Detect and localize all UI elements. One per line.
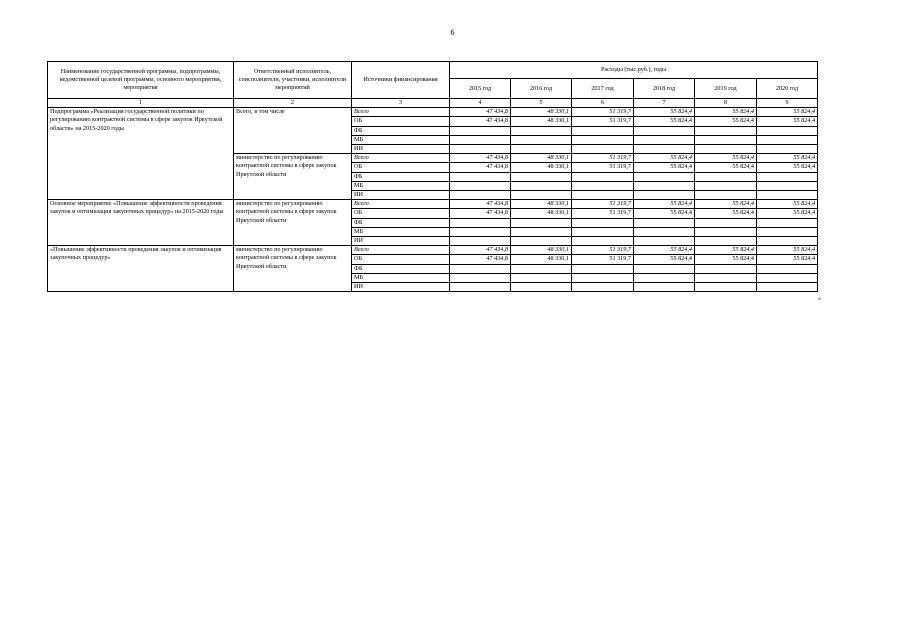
- executor-cell: министерство по регулированию контрактной системы в сфере закупок Иркутской области: [234, 154, 352, 200]
- amount-cell: 55 824,4: [695, 209, 757, 218]
- amount-cell: [634, 273, 695, 282]
- amount-cell: [450, 283, 511, 292]
- amount-cell: [757, 172, 818, 181]
- amount-cell: 55 824,4: [757, 108, 818, 117]
- amount-cell: 55 824,4: [695, 246, 757, 255]
- amount-cell: [450, 145, 511, 154]
- amount-cell: [695, 218, 757, 227]
- amount-cell: 55 824,4: [634, 200, 695, 209]
- amount-cell: [757, 218, 818, 227]
- amount-cell: [511, 181, 572, 190]
- column-number: 9: [757, 99, 818, 108]
- header-year: 2015 год: [450, 79, 511, 99]
- amount-cell: [634, 145, 695, 154]
- amount-cell: [450, 135, 511, 144]
- amount-cell: [757, 126, 818, 135]
- amount-cell: [511, 264, 572, 273]
- amount-cell: [511, 135, 572, 144]
- amount-cell: [572, 126, 634, 135]
- amount-cell: 48 330,1: [511, 154, 572, 163]
- amount-cell: [695, 135, 757, 144]
- source-cell: ОБ: [352, 163, 450, 172]
- amount-cell: [450, 191, 511, 200]
- amount-cell: 55 824,4: [634, 117, 695, 126]
- amount-cell: 55 824,4: [634, 255, 695, 264]
- amount-cell: 51 319,7: [572, 255, 634, 264]
- amount-cell: 55 824,4: [634, 246, 695, 255]
- amount-cell: [695, 191, 757, 200]
- header-year: 2017 год: [572, 79, 634, 99]
- amount-cell: 47 434,8: [450, 154, 511, 163]
- amount-cell: [450, 172, 511, 181]
- amount-cell: [511, 227, 572, 236]
- amount-cell: [757, 237, 818, 246]
- amount-cell: [511, 145, 572, 154]
- amount-cell: 48 330,1: [511, 209, 572, 218]
- amount-cell: [450, 218, 511, 227]
- amount-cell: [757, 283, 818, 292]
- amount-cell: [511, 283, 572, 292]
- amount-cell: 55 824,4: [757, 200, 818, 209]
- source-cell: МБ: [352, 135, 450, 144]
- amount-cell: [511, 126, 572, 135]
- amount-cell: 47 434,8: [450, 200, 511, 209]
- amount-cell: 51 319,7: [572, 117, 634, 126]
- executor-cell: Всего, в том числе: [234, 108, 352, 154]
- amount-cell: [634, 218, 695, 227]
- amount-cell: 55 824,4: [757, 246, 818, 255]
- page-number: 6: [450, 28, 455, 37]
- amount-cell: 48 330,1: [511, 255, 572, 264]
- header-name: Наименование государственной программы, подпрограммы, ведомственной целевой программы, основного мероприятия, мероприятия: [48, 62, 234, 99]
- amount-cell: 47 434,8: [450, 163, 511, 172]
- column-number-row: [48, 99, 818, 108]
- source-cell: Всего: [352, 200, 450, 209]
- amount-cell: 55 824,4: [695, 154, 757, 163]
- source-cell: ОБ: [352, 117, 450, 126]
- source-cell: ИИ: [352, 283, 450, 292]
- amount-cell: 47 434,8: [450, 117, 511, 126]
- amount-cell: [695, 273, 757, 282]
- amount-cell: 47 434,8: [450, 108, 511, 117]
- edge-mark: »: [818, 296, 821, 302]
- source-cell: Всего: [352, 154, 450, 163]
- amount-cell: 55 824,4: [695, 108, 757, 117]
- amount-cell: [757, 264, 818, 273]
- amount-cell: [450, 227, 511, 236]
- amount-cell: [572, 227, 634, 236]
- amount-cell: [695, 264, 757, 273]
- program-name-cell: Подпрограмма «Реализация государственной политики по регулированию контрактной системы в сфере закупок Иркутской области» на 2015-2020 годы: [48, 108, 234, 200]
- amount-cell: 55 824,4: [634, 154, 695, 163]
- executor-cell: министерство по регулированию контрактной системы в сфере закупок Иркутской области: [234, 246, 352, 292]
- amount-cell: [757, 273, 818, 282]
- amount-cell: 51 319,7: [572, 200, 634, 209]
- header-executor: Ответственный исполнитель, соисполнители, участники, исполнители мероприятий: [234, 62, 352, 99]
- amount-cell: [450, 237, 511, 246]
- amount-cell: 47 434,8: [450, 255, 511, 264]
- amount-cell: 55 824,4: [757, 209, 818, 218]
- amount-cell: [572, 135, 634, 144]
- column-number: 7: [634, 99, 695, 108]
- amount-cell: 48 330,1: [511, 117, 572, 126]
- amount-cell: [695, 172, 757, 181]
- amount-cell: [572, 172, 634, 181]
- amount-cell: [450, 126, 511, 135]
- amount-cell: [572, 218, 634, 227]
- source-cell: Всего: [352, 246, 450, 255]
- source-cell: МБ: [352, 273, 450, 282]
- amount-cell: 51 319,7: [572, 154, 634, 163]
- amount-cell: [757, 135, 818, 144]
- amount-cell: 55 824,4: [695, 163, 757, 172]
- budget-table: [47, 61, 818, 292]
- header-year: 2020 год: [757, 79, 818, 99]
- amount-cell: [572, 264, 634, 273]
- table-row: [48, 108, 818, 117]
- amount-cell: [511, 191, 572, 200]
- amount-cell: [634, 135, 695, 144]
- amount-cell: 48 330,1: [511, 200, 572, 209]
- source-cell: МБ: [352, 181, 450, 190]
- amount-cell: 47 434,8: [450, 246, 511, 255]
- source-cell: ОБ: [352, 209, 450, 218]
- column-number: 5: [511, 99, 572, 108]
- amount-cell: [634, 172, 695, 181]
- amount-cell: [450, 264, 511, 273]
- source-cell: ИИ: [352, 145, 450, 154]
- header-expenses: Расходы (тыс.руб.), годы: [450, 62, 818, 79]
- amount-cell: [695, 145, 757, 154]
- amount-cell: [572, 283, 634, 292]
- amount-cell: 51 319,7: [572, 246, 634, 255]
- amount-cell: [695, 237, 757, 246]
- amount-cell: 55 824,4: [757, 154, 818, 163]
- amount-cell: [634, 264, 695, 273]
- table-body: [48, 108, 818, 292]
- amount-cell: [634, 191, 695, 200]
- amount-cell: 55 824,4: [757, 255, 818, 264]
- amount-cell: 51 319,7: [572, 209, 634, 218]
- column-number: 3: [352, 99, 450, 108]
- column-number: 8: [695, 99, 757, 108]
- amount-cell: 55 824,4: [695, 117, 757, 126]
- source-cell: ИИ: [352, 237, 450, 246]
- source-cell: МБ: [352, 227, 450, 236]
- amount-cell: 48 330,1: [511, 246, 572, 255]
- column-number: 6: [572, 99, 634, 108]
- amount-cell: [450, 273, 511, 282]
- amount-cell: [572, 145, 634, 154]
- column-number: 4: [450, 99, 511, 108]
- amount-cell: 55 824,4: [695, 200, 757, 209]
- source-cell: ФБ: [352, 172, 450, 181]
- amount-cell: 55 824,4: [634, 108, 695, 117]
- amount-cell: [511, 172, 572, 181]
- amount-cell: 55 824,4: [757, 163, 818, 172]
- amount-cell: [572, 237, 634, 246]
- amount-cell: [450, 181, 511, 190]
- amount-cell: [634, 283, 695, 292]
- header-year: 2019 год: [695, 79, 757, 99]
- amount-cell: [757, 227, 818, 236]
- source-cell: Всего: [352, 108, 450, 117]
- amount-cell: 48 330,1: [511, 163, 572, 172]
- source-cell: ОБ: [352, 255, 450, 264]
- amount-cell: [757, 191, 818, 200]
- amount-cell: 55 824,4: [757, 117, 818, 126]
- amount-cell: [511, 237, 572, 246]
- source-cell: ФБ: [352, 126, 450, 135]
- source-cell: ФБ: [352, 264, 450, 273]
- header-year: 2016 год: [511, 79, 572, 99]
- program-name-cell: Основное мероприятие «Повышение эффективности проведения закупок и оптимизация закупочных процедур» на 2015-2020 годы: [48, 200, 234, 246]
- amount-cell: [695, 181, 757, 190]
- amount-cell: 55 824,4: [634, 163, 695, 172]
- table-row: [48, 200, 818, 209]
- amount-cell: [634, 126, 695, 135]
- amount-cell: 51 319,7: [572, 108, 634, 117]
- amount-cell: 48 330,1: [511, 108, 572, 117]
- amount-cell: [695, 227, 757, 236]
- amount-cell: [757, 145, 818, 154]
- amount-cell: [757, 181, 818, 190]
- amount-cell: [572, 191, 634, 200]
- column-number: 1: [48, 99, 234, 108]
- amount-cell: 55 824,4: [695, 255, 757, 264]
- amount-cell: [511, 273, 572, 282]
- amount-cell: [695, 126, 757, 135]
- source-cell: ФБ: [352, 218, 450, 227]
- program-name-cell: «Повышение эффективности проведения закупок и оптимизация закупочных процедур»: [48, 246, 234, 292]
- table-row: [48, 246, 818, 255]
- amount-cell: [634, 227, 695, 236]
- source-cell: ИИ: [352, 191, 450, 200]
- amount-cell: 55 824,4: [634, 209, 695, 218]
- amount-cell: 47 434,8: [450, 209, 511, 218]
- amount-cell: [634, 181, 695, 190]
- executor-cell: министерство по регулированию контрактной системы в сфере закупок Иркутской области: [234, 200, 352, 246]
- amount-cell: [572, 273, 634, 282]
- amount-cell: [634, 237, 695, 246]
- header-year: 2018 год: [634, 79, 695, 99]
- header-source: Источники финансирования: [352, 62, 450, 99]
- amount-cell: [695, 283, 757, 292]
- amount-cell: [572, 181, 634, 190]
- amount-cell: 51 319,7: [572, 163, 634, 172]
- column-number: 2: [234, 99, 352, 108]
- amount-cell: [511, 218, 572, 227]
